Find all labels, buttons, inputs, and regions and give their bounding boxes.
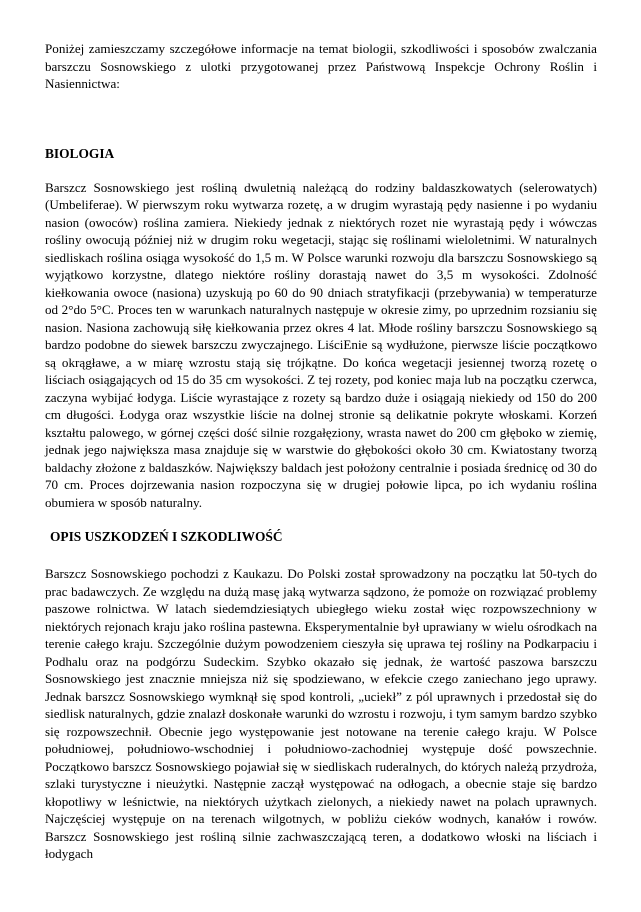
intro-paragraph: Poniżej zamieszczamy szczegółowe informacje na temat biologii, szkodliwości i sposobów zwalczania barszczu Sosnowskiego z ulotki przygotowanej przez Państwową Inspekcje Ochrony Roślin i Nasiennictwa: (45, 41, 597, 91)
section-heading-biologia: BIOLOGIA (45, 145, 115, 161)
document-page (45, 40, 597, 863)
section-heading-opis-uszkodzen: OPIS USZKODZEŃ I SZKODLIWOŚĆ (50, 529, 283, 544)
section-body-biologia: Barszcz Sosnowskiego jest rośliną dwuletnią należącą do rodziny baldaszkowatych (selerowatych) (Umbeliferae). W pierwszym roku wytwarza rozetę, a w drugim wyrastają pędy nasienne i po wydaniu nasion (owoców) roślina zamiera. Niekiedy jednak z niektórych rozet nie wyrastają pędy i wówczas rośliny owocują później niż w drugim roku wegetacji, stając się roślinami wieloletnimi. W naturalnych siedliskach roślina osiąga wysokość do 1,5 m. W Polsce warunki rozwoju dla barszczu Sosnowskiego są wyjątkowo korzystne, dlatego niektóre rośliny dorastają nawet do 3,5 m wysokości. Zdolność kiełkowania owoce (nasiona) uzyskują po 60 do 90 dniach stratyfikacji (przebywania) w temperaturze od 2°do 5°C. Proces ten w warunkach naturalnych następuje w okresie zimy, po uprzednim rozsianiu się nasion. Nasiona zachowują siłę kiełkowania przez okres 4 lat. Młode rośliny barszczu Sosnowskiego są bardzo podobne do siewek barszczu zwyczajnego. LiściEnie są wydłużone, pierwsze liście początkowo są okrągławe, a w miarę wzrostu stają się trójkątne. Do końca wegetacji jesiennej tworzą rozetę o liściach osiągających od 15 do 35 cm wysokości. Z tej rozety, pod koniec maja lub na początku czerwca, zaczyna wybijać łodyga. Liście wyrastające z rozety są bardzo duże i osiągają niekiedy od 150 do 200 cm długości. Łodyga oraz wszystkie liście na dolnej stronie są delikatnie pokryte włoskami. Korzeń kształtu palowego, w górnej części dość silnie rozgałęziony, wrasta nawet do 200 cm głęboko w ziemię, jednak jego największa masa znajduje się w warstwie do głębokości około 30 cm. Kwiatostany tworzą baldachy złożone z baldaszków. Największy baldach jest położony centralnie i posiada średnicę od 30 do 70 cm. Proces dojrzewania nasion rozpoczyna się w drugiej połowie lipca, po ich wydaniu roślina obumiera w sposób naturalny. (45, 179, 597, 510)
section-body-opis-uszkodzen: Barszcz Sosnowskiego pochodzi z Kaukazu. Do Polski został sprowadzony na początku lat 50-tych do prac badawczych. Ze względu na dużą masę jaką wytwarza sądzono, że pomoże on rozwiązać problemy paszowe rolnictwa. W latach siedemdziesiątych ubiegłego wieku został więc rozpowszechniony w niektórych rejonach kraju jako roślina pastewna. Eksperymentalnie był uprawiany w wielu ośrodkach na terenie całego kraju. Szczególnie dużym powodzeniem cieszyła się uprawa tej rośliny na Podkarpaciu i Podhalu oraz na podgórzu Sudeckim. Szybko okazało się jednak, że wartość paszowa barszczu Sosnowskiego jest znacznie mniejsza niż się spodziewano, w efekcie czego zaniechano jego uprawy. Jednak barszcz Sosnowskiego wymknął się spod kontroli, „uciekł” z pól uprawnych i przedostał się do siedlisk naturalnych, gdzie znalazł doskonałe warunki do wzrostu i rozwoju, i tym samym bardzo szybko się rozpowszechnił. Obecnie jego występowanie jest notowane na terenie całego kraju. W Polsce południowej, południowo-wschodniej i południowo-zachodniej występuje dość powszechnie. Początkowo barszcz Sosnowskiego pojawiał się w siedliskach ruderalnych, do których należą przydroża, szlaki turystyczne i nieużytki. Następnie zaczął występować na odłogach, a obecnie staje się bardzo kłopotliwy w leśnictwie, na niektórych użytkach zielonych, a niekiedy nawet na polach uprawnych. Najczęściej występuje on na terenach wilgotnych, w pobliżu cieków wodnych, kanałów i rowów. Barszcz Sosnowskiego jest rośliną silnie zachwaszczającą teren, a dodatkowo włoski na liściach i łodygach (45, 566, 597, 861)
